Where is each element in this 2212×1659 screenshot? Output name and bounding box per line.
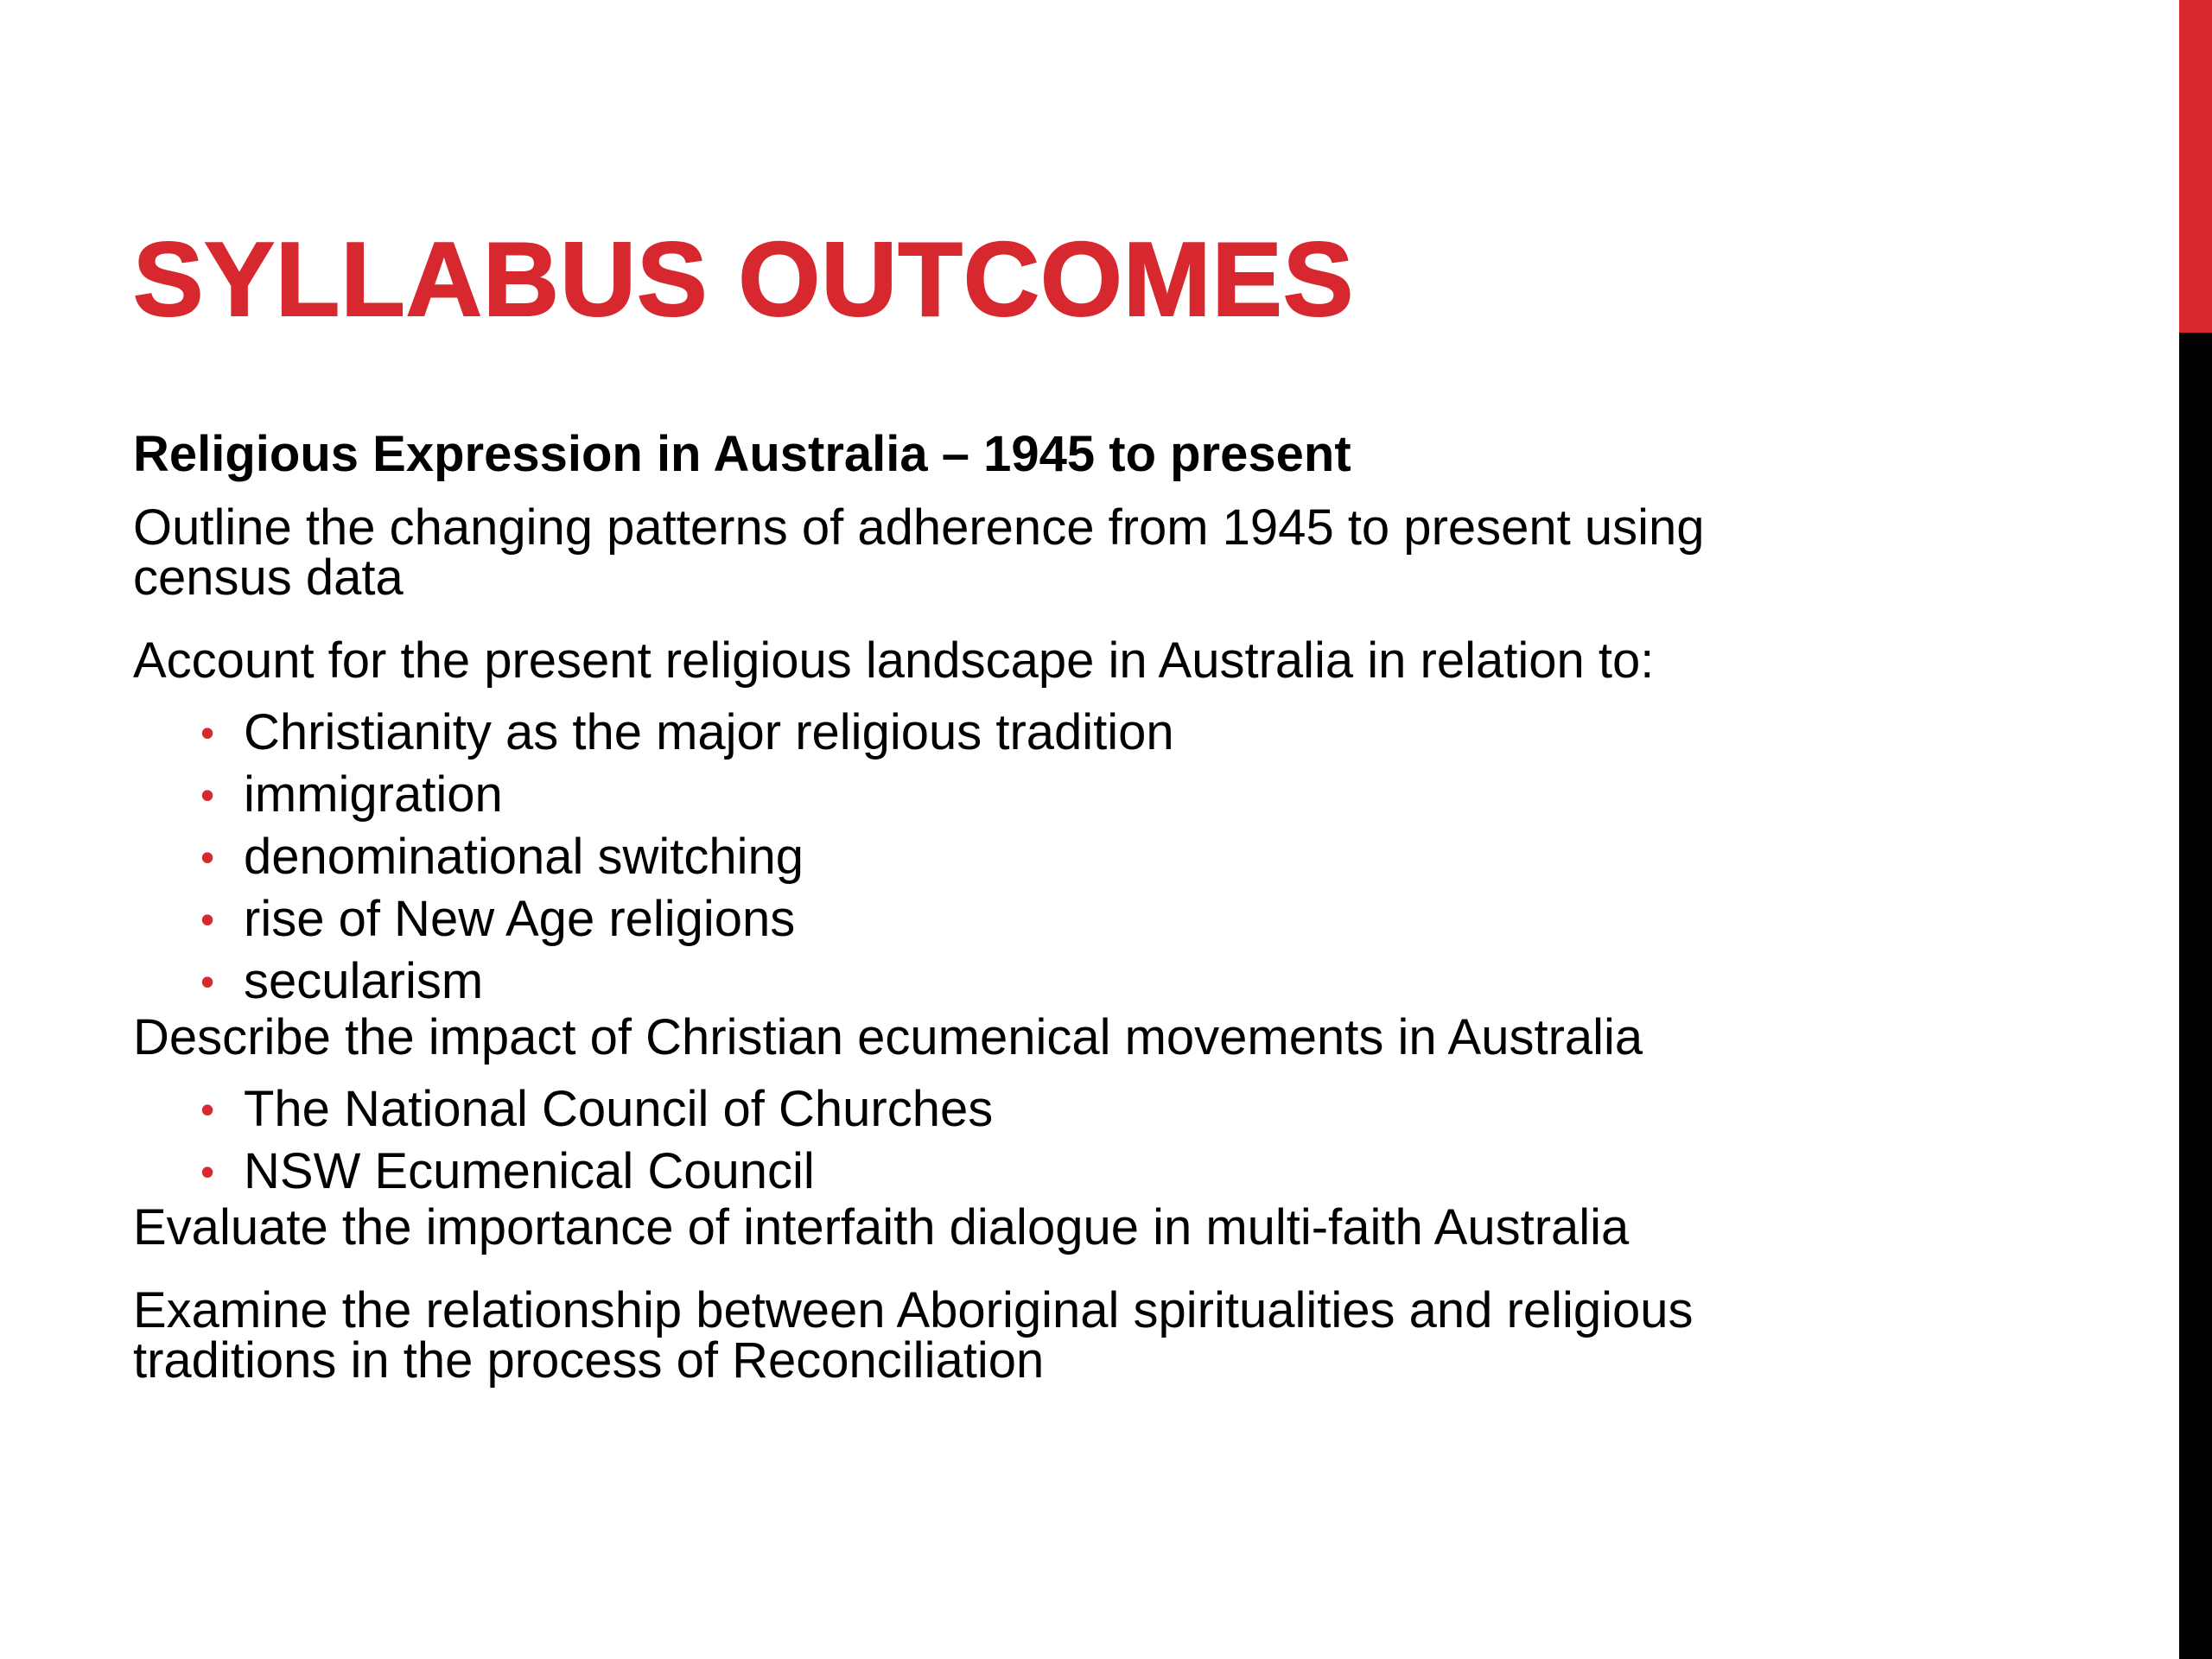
list-item [133,702,1861,764]
list-item [133,1141,1861,1203]
list-item [133,764,1861,826]
list-item-text: NSW Ecumenical Council [244,1143,815,1199]
accent-bar-red [2179,0,2212,333]
account-bullet-list [133,702,1861,1013]
bullet-dot-icon: • [200,897,215,942]
bullet-dot-icon: • [200,1149,215,1194]
list-item [133,950,1861,1013]
slide-content [133,423,1861,1419]
list-item [133,826,1861,888]
outcome-evaluate: Evaluate the importance of interfaith dialogue in multi-faith Australia [133,1199,1630,1255]
outcome-outline: Outline the changing patterns of adherence from 1945 to present using census data [133,499,1705,606]
list-item-text: Christianity as the major religious tradition [244,704,1174,760]
list-item-text: immigration [244,766,503,823]
describe-bullet-list [133,1078,1861,1203]
outcome-describe: Describe the impact of Christian ecumenical movements in Australia [133,1009,1643,1065]
list-item [133,1078,1861,1141]
bullet-dot-icon: • [200,835,215,880]
outcome-account: Account for the present religious landscape in Australia in relation to: [133,632,1655,689]
list-item-text: The National Council of Churches [244,1081,994,1137]
accent-bar-black [2179,333,2212,1659]
bullet-dot-icon: • [200,1087,215,1132]
slide-title: SYLLABUS OUTCOMES [133,220,1355,338]
list-item-text: denominational switching [244,829,804,885]
list-item-text: secularism [244,953,484,1009]
bullet-dot-icon: • [200,959,215,1004]
list-item-text: rise of New Age religions [244,891,796,947]
bullet-dot-icon: • [200,710,215,755]
slide-subtitle: Religious Expression in Australia – 1945 to present [133,426,1351,482]
bullet-dot-icon: • [200,772,215,817]
outcome-examine: Examine the relationship between Aboriginal spiritualities and religious traditions in the process of Reconciliation [133,1282,1694,1389]
list-item [133,888,1861,950]
